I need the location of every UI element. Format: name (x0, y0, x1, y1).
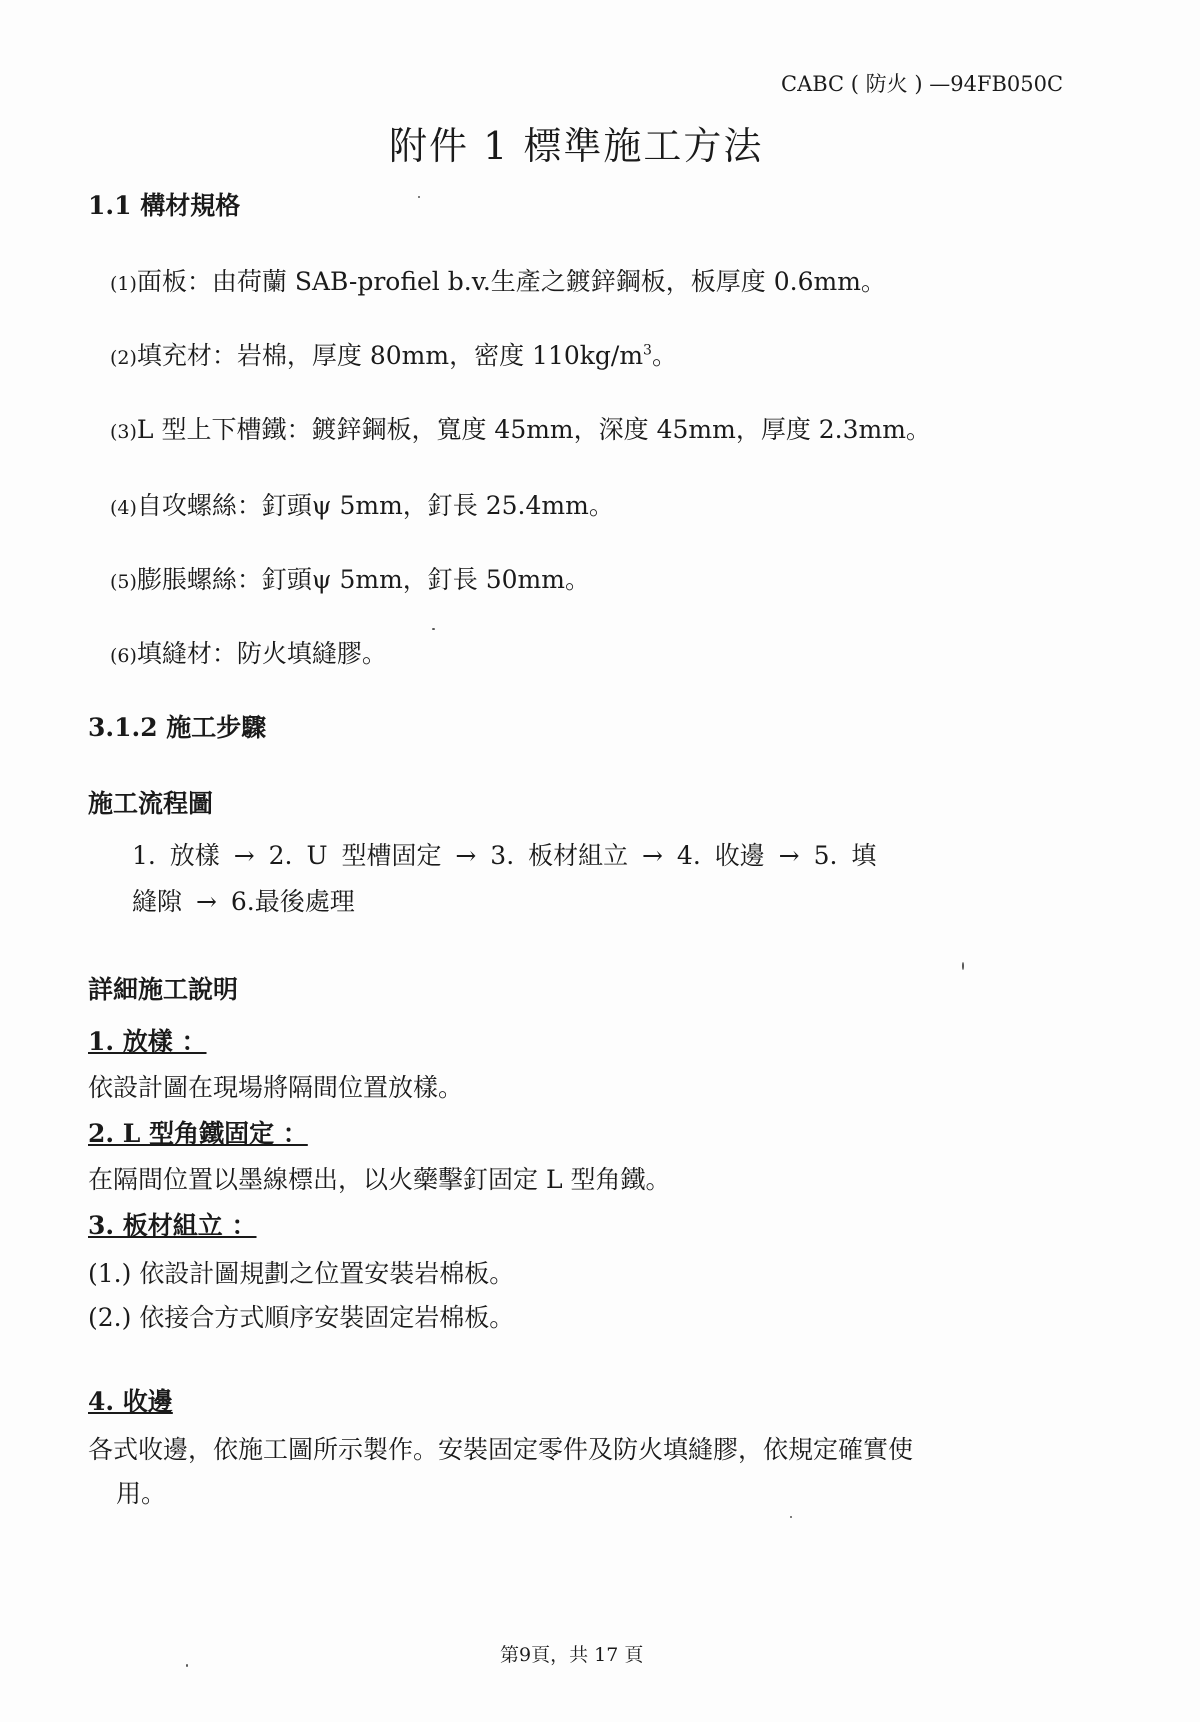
spec-item-text-end: 。 (651, 341, 677, 370)
spec-item-number: (6) (110, 645, 137, 667)
step-4-text-line-1: 各式收邊，依施工圖所示製作。安裝固定零件及防火填縫膠，依規定確實使 (88, 1435, 914, 1464)
spec-item-2 (110, 336, 677, 372)
spec-item-number: (3) (110, 421, 137, 443)
scan-speck (790, 1516, 792, 1518)
scan-speck (186, 1664, 188, 1667)
spec-item-text: 填充材：岩棉，厚度 80mm，密度 110kg/m (136, 341, 644, 370)
spec-item-number: (4) (110, 497, 137, 519)
step-1-title: 1. 放樣 ： (88, 1027, 207, 1056)
spec-item-text: 膨脹螺絲：釘頭ψ 5mm，釘長 50mm。 (136, 565, 590, 594)
step-3-item-1: (1.) 依設計圖規劃之位置安裝岩棉板。 (88, 1259, 515, 1288)
flow-line-1: 1. 放樣 → 2. U 型槽固定 → 3. 板材組立 → 4. 收邊 → 5. 填 (132, 841, 877, 870)
step-3-title: 3. 板材組立 ： (88, 1211, 257, 1240)
details-heading: 詳細施工說明 (88, 975, 239, 1004)
spec-item-number: (5) (110, 571, 137, 593)
flow-heading: 施工流程圖 (88, 789, 214, 818)
spec-item-text: 填縫材：防火填縫膠。 (136, 639, 387, 668)
page-footer: 第9頁，共 17 頁 (500, 1644, 644, 1666)
scan-speck (962, 962, 964, 970)
spec-item-3 (110, 410, 931, 446)
spec-item-number: (2) (110, 347, 137, 369)
step-2-title: 2. L 型角鐵固定 ： (88, 1119, 308, 1148)
step-1-text: 依設計圖在現場將隔間位置放樣。 (88, 1073, 464, 1102)
page-title: 附件 1 標準施工方法 (389, 124, 764, 168)
spec-item-text: 面板：由荷蘭 SAB-profiel b.v.生產之鍍鋅鋼板，板厚度 0.6mm。 (136, 267, 886, 296)
document-code: CABC ( 防火 ) —94FB050C (781, 72, 1064, 96)
spec-item-6 (110, 634, 387, 670)
step-3-item-2: (2.) 依接合方式順序安裝固定岩棉板。 (88, 1303, 515, 1332)
section-heading-3-1-2: 3.1.2 施工步驟 (88, 713, 267, 742)
flow-line-2: 縫隙 → 6.最後處理 (132, 887, 355, 916)
section-heading-1-1: 1.1 構材規格 (88, 191, 241, 220)
scan-speck (418, 196, 420, 198)
superscript-3: 3 (643, 342, 652, 359)
step-4-title: 4. 收邊 (88, 1387, 173, 1416)
scan-speck (432, 628, 435, 630)
spec-item-text: 自攻螺絲：釘頭ψ 5mm，釘長 25.4mm。 (136, 491, 614, 520)
step-4-text-line-2: 用。 (116, 1479, 167, 1508)
spec-item-1 (110, 262, 886, 298)
spec-item-text: L 型上下槽鐵：鍍鋅鋼板，寬度 45mm，深度 45mm，厚度 2.3mm。 (136, 415, 931, 444)
spec-item-number: (1) (110, 273, 137, 295)
spec-item-4 (110, 486, 614, 522)
step-2-text: 在隔間位置以墨線標出，以火藥擊釘固定 L 型角鐵。 (88, 1165, 671, 1194)
spec-item-5 (110, 560, 590, 596)
